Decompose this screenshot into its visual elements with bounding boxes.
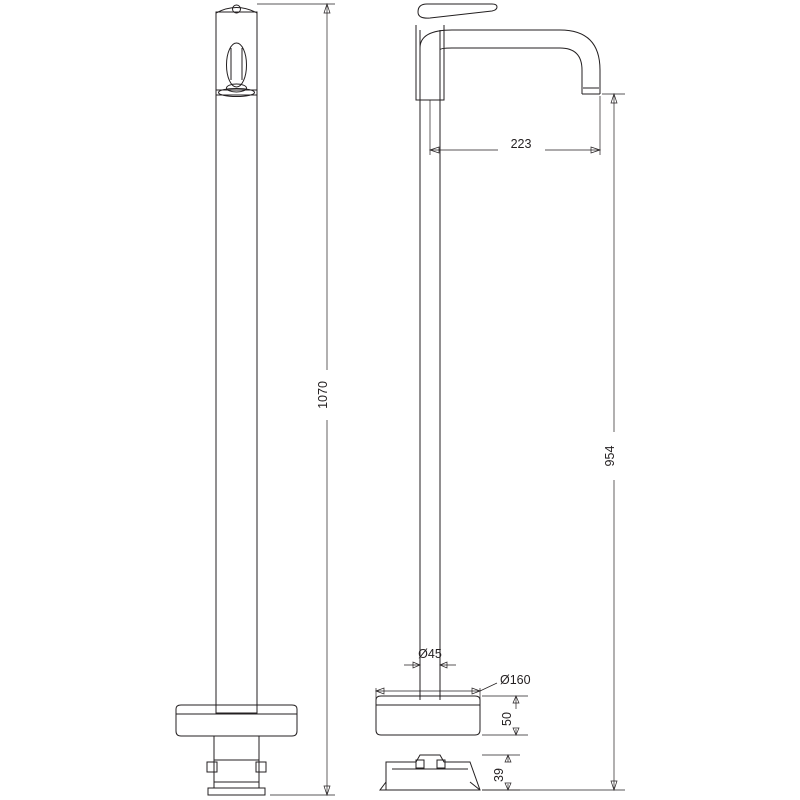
dim-label-223: 223 <box>510 137 532 151</box>
side-bracket-bolt-left <box>416 760 424 768</box>
side-bracket-foot-left <box>380 782 386 790</box>
front-handle-ellipse <box>227 43 247 87</box>
dimension-bracket-height <box>482 755 520 790</box>
leader-d160 <box>480 683 497 691</box>
front-bracket-bolt-left <box>207 762 217 772</box>
dim-label-954: 954 <box>603 445 617 467</box>
dimension-total-height-front <box>257 4 335 795</box>
front-mounting-bracket <box>214 736 259 788</box>
side-view <box>376 4 625 790</box>
side-lever-handle <box>418 4 497 18</box>
dim-label-39: 39 <box>492 768 506 782</box>
dim-label-50: 50 <box>500 712 514 726</box>
dim-label-1070: 1070 <box>316 381 330 409</box>
dim-label-d160: Ø160 <box>500 673 531 687</box>
dim-label-d45: Ø45 <box>418 647 442 661</box>
side-spout-outline <box>420 30 600 94</box>
front-bracket-bolt-right <box>256 762 266 772</box>
front-base-plate <box>176 705 297 736</box>
side-mounting-bracket <box>386 755 480 790</box>
front-column-outline <box>216 12 257 713</box>
side-spout-inner <box>440 30 582 94</box>
front-view <box>176 4 335 795</box>
dimension-column-diameter <box>404 647 456 696</box>
dimension-spout-projection <box>430 96 600 155</box>
dimension-base-height <box>482 696 528 735</box>
front-handle-inner <box>231 48 242 80</box>
front-bracket-foot <box>208 788 265 795</box>
front-bracket-inner-line <box>214 760 259 782</box>
side-base-plate <box>376 696 480 735</box>
